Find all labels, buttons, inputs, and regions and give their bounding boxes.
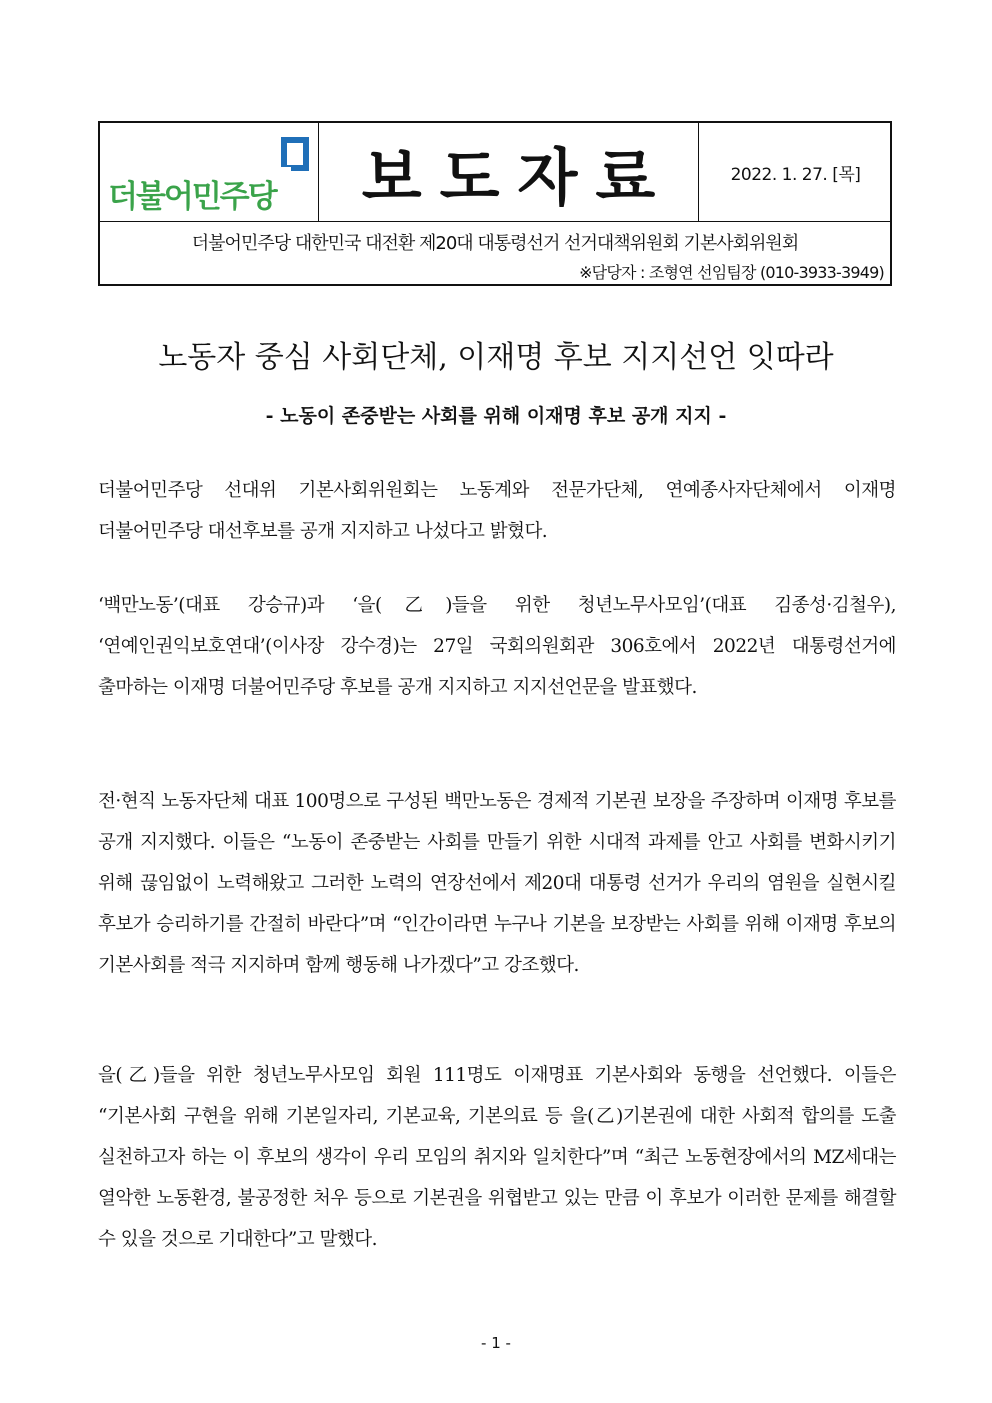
contact-line: ※담당자 : 조형연 선임팀장 (010-3933-3949)	[579, 263, 884, 282]
article-paragraph: 더불어민주당 선대위 기본사회위원회는 노동계와 전문가단체, 연예종사자단체에서 이재명 더불어민주당 대선후보를 공개 지지하고 나섰다고 밝혔다.	[98, 480, 896, 542]
article-headline: 노동자 중심 사회단체, 이재명 후보 지지선언 잇따라	[158, 340, 834, 375]
article-paragraph: 전·현직 노동자단체 대표 100명으로 구성된 백만노동은 경제적 기본권 보장을 주장하며 이재명 후보를 공개 지지했다. 이들은 “노동이 존중받는 사회를 만들기 위한 시대적 과제를 안고 사회를 변화시키기 위해 끊임없이 노력해왔고 그러한 노력의 연장선에서 제20대 대통령 선거가 우리의 염원을 실현시킬 후보가 승리하기를 간절히 바란다”며 “인간이라면 누구나 기본을 보장받는 사회를 위해 이재명 후보의 기본사회를 적극 지지하며 함께 행동해 나가겠다”고 강조했다.	[98, 791, 896, 976]
header-top-row	[100, 123, 890, 222]
party-logo-text: 더불어민주당	[108, 179, 276, 215]
party-logo-mark-icon	[281, 137, 309, 171]
date-cell	[699, 123, 892, 221]
article-paragraph: ‘백만노동’(대표 강승규)과 ‘을(乙)들을 위한 청년노무사모임’(대표 김종성·김철우), ‘연예인권익보호연대’(이사장 강수경)는 27일 국회의원회관 306호에서 2022년 대통령선거에 출마하는 이재명 더불어민주당 후보를 공개 지지하고 지지선언문을 발표했다.	[98, 595, 896, 698]
press-release-header	[98, 121, 892, 286]
release-date: 2022. 1. 27. [목]	[730, 164, 861, 185]
logo-cell	[100, 123, 319, 221]
press-release-title: 보도자료	[361, 140, 674, 214]
article-paragraph: 을(乙)들을 위한 청년노무사모임 회원 111명도 이재명표 기본사회와 동행을 선언했다. 이들은 “기본사회 구현을 위해 기본일자리, 기본교육, 기본의료 등 을(乙)기본권에 대한 사회적 합의를 도출 실천하고자 하는 이 후보의 생각이 우리 모임의 취지와 일치한다”며 “최근 노동현장에서의 MZ세대는 열악한 노동환경, 불공정한 처우 등으로 기본권을 위협받고 있는 만큼 이 후보가 이러한 문제를 해결할 수 있을 것으로 기대한다”고 말했다.	[98, 1065, 896, 1250]
department-line: 더불어민주당 대한민국 대전환 제20대 대통령선거 선거대책위원회 기본사회위원회	[191, 233, 799, 254]
page-number: - 1 -	[481, 1334, 511, 1352]
title-cell	[319, 123, 699, 221]
article-subheadline: - 노동이 존중받는 사회를 위해 이재명 후보 공개 지지 -	[265, 405, 727, 427]
